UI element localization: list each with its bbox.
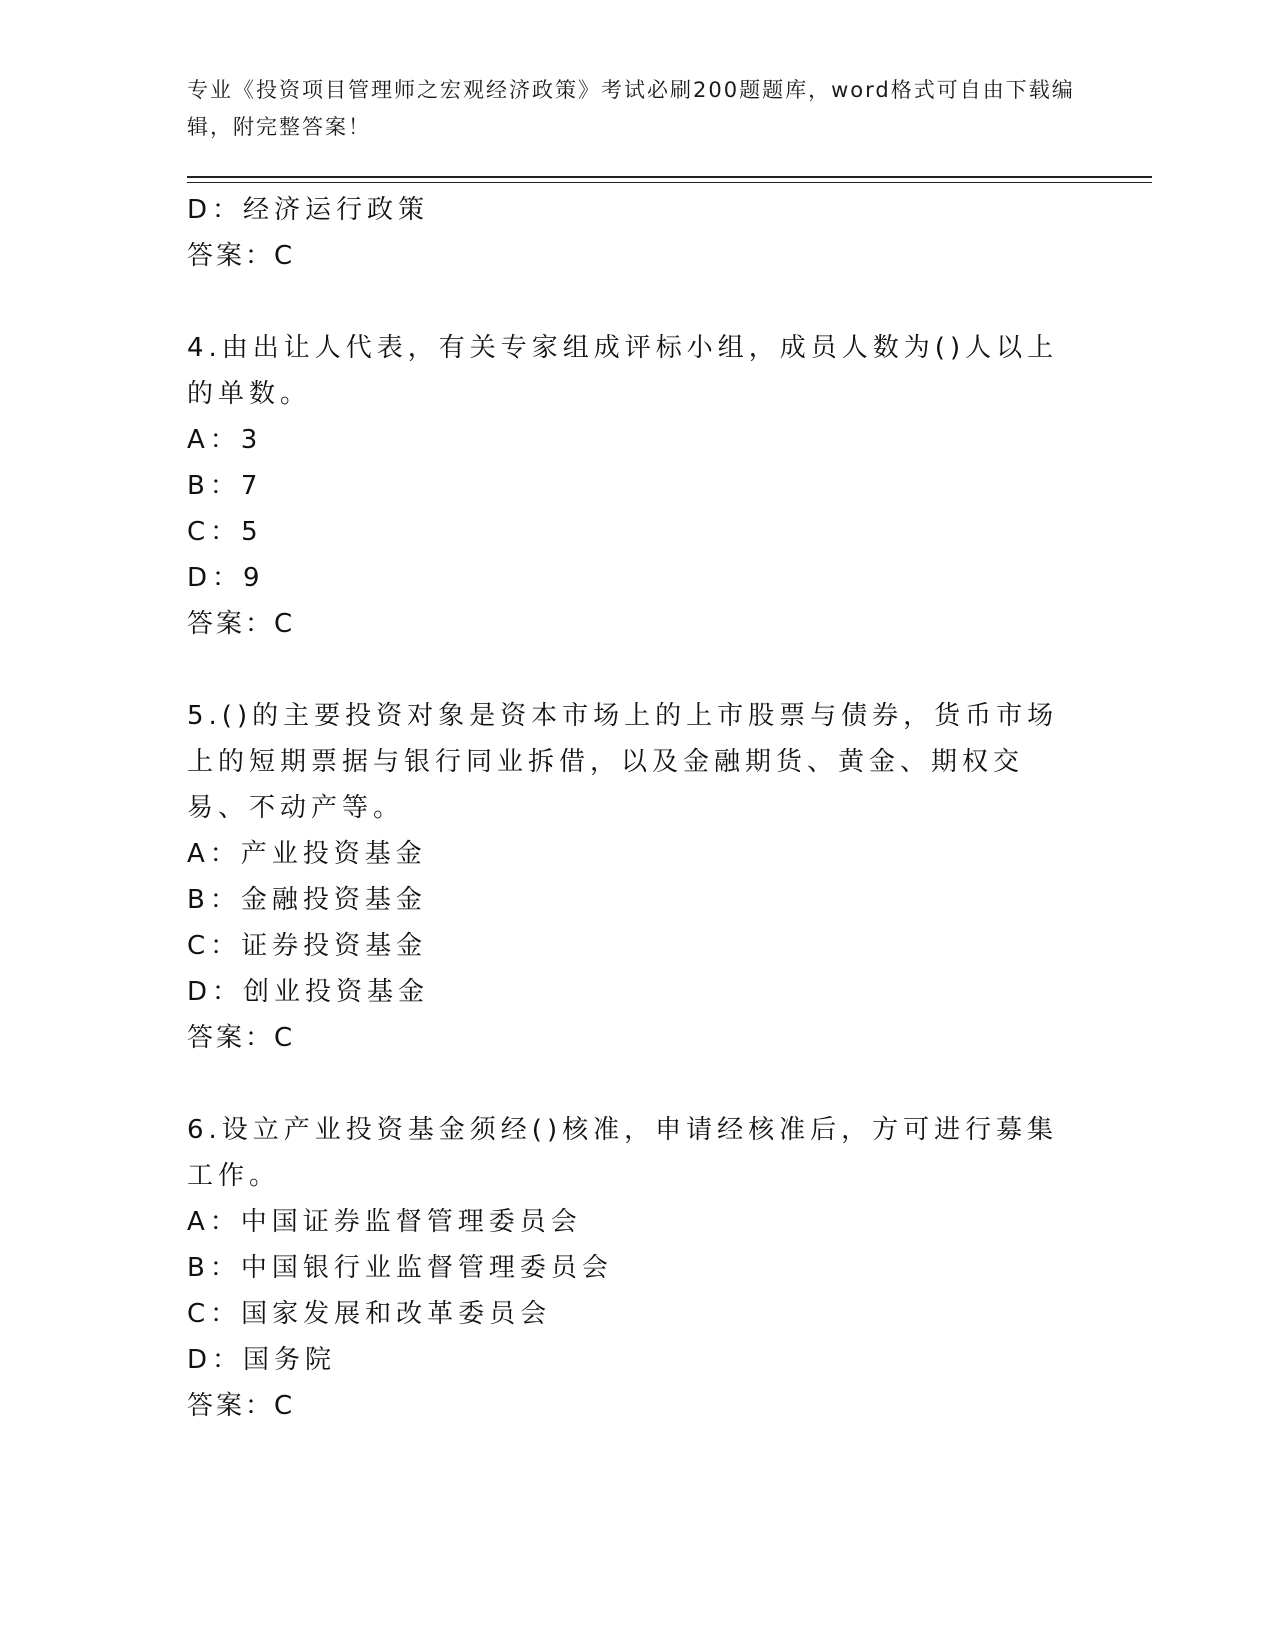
question-stem: 6.设立产业投资基金须经()核准，申请经核准后，方可进行募集工作。 [187, 1115, 1059, 1191]
question-6 [187, 1107, 1067, 1429]
answer [187, 233, 1067, 279]
answer [187, 1383, 1067, 1429]
option-a: A：3 [187, 425, 263, 455]
header-divider [187, 176, 1152, 178]
question-stem: 4.由出让人代表，有关专家组成评标小组，成员人数为()人以上的单数。 [187, 333, 1059, 409]
document-header [187, 72, 1077, 146]
question-5 [187, 693, 1067, 1061]
question-content [187, 187, 1067, 1429]
answer-label: 答案： [187, 1023, 275, 1053]
option-c: C：5 [187, 517, 263, 547]
option-a: A：中国证券监督管理委员会 [187, 1207, 582, 1237]
option-d: D：创业投资基金 [187, 977, 430, 1007]
answer-value: C [274, 609, 296, 639]
question-stem: 5.()的主要投资对象是资本市场上的上市股票与债券，货币市场上的短期票据与银行同业拆借，以及金融期货、黄金、期权交易、不动产等。 [187, 701, 1059, 823]
option-b: B：中国银行业监督管理委员会 [187, 1253, 613, 1283]
answer [187, 601, 1067, 647]
option-c: C：国家发展和改革委员会 [187, 1299, 552, 1329]
answer-value: C [274, 1391, 296, 1421]
header-divider-thin [187, 182, 1152, 183]
option-b: B：7 [187, 471, 263, 501]
option-c: C：证券投资基金 [187, 931, 428, 961]
option-d: D：经济运行政策 [187, 195, 430, 225]
question-4 [187, 325, 1067, 647]
option-d: D：国务院 [187, 1345, 337, 1375]
answer [187, 1015, 1067, 1061]
answer-value: C [274, 241, 296, 271]
answer-label: 答案： [187, 609, 275, 639]
answer-label: 答案： [187, 1391, 275, 1421]
option-d: D：9 [187, 563, 265, 593]
answer-value: C [274, 1023, 296, 1053]
header-text: 专业《投资项目管理师之宏观经济政策》考试必刷200题题库，word格式可自由下载编辑，附完整答案！ [187, 78, 1075, 139]
answer-label: 答案： [187, 241, 275, 271]
option-a: A：产业投资基金 [187, 839, 427, 869]
option-b: B：金融投资基金 [187, 885, 427, 915]
